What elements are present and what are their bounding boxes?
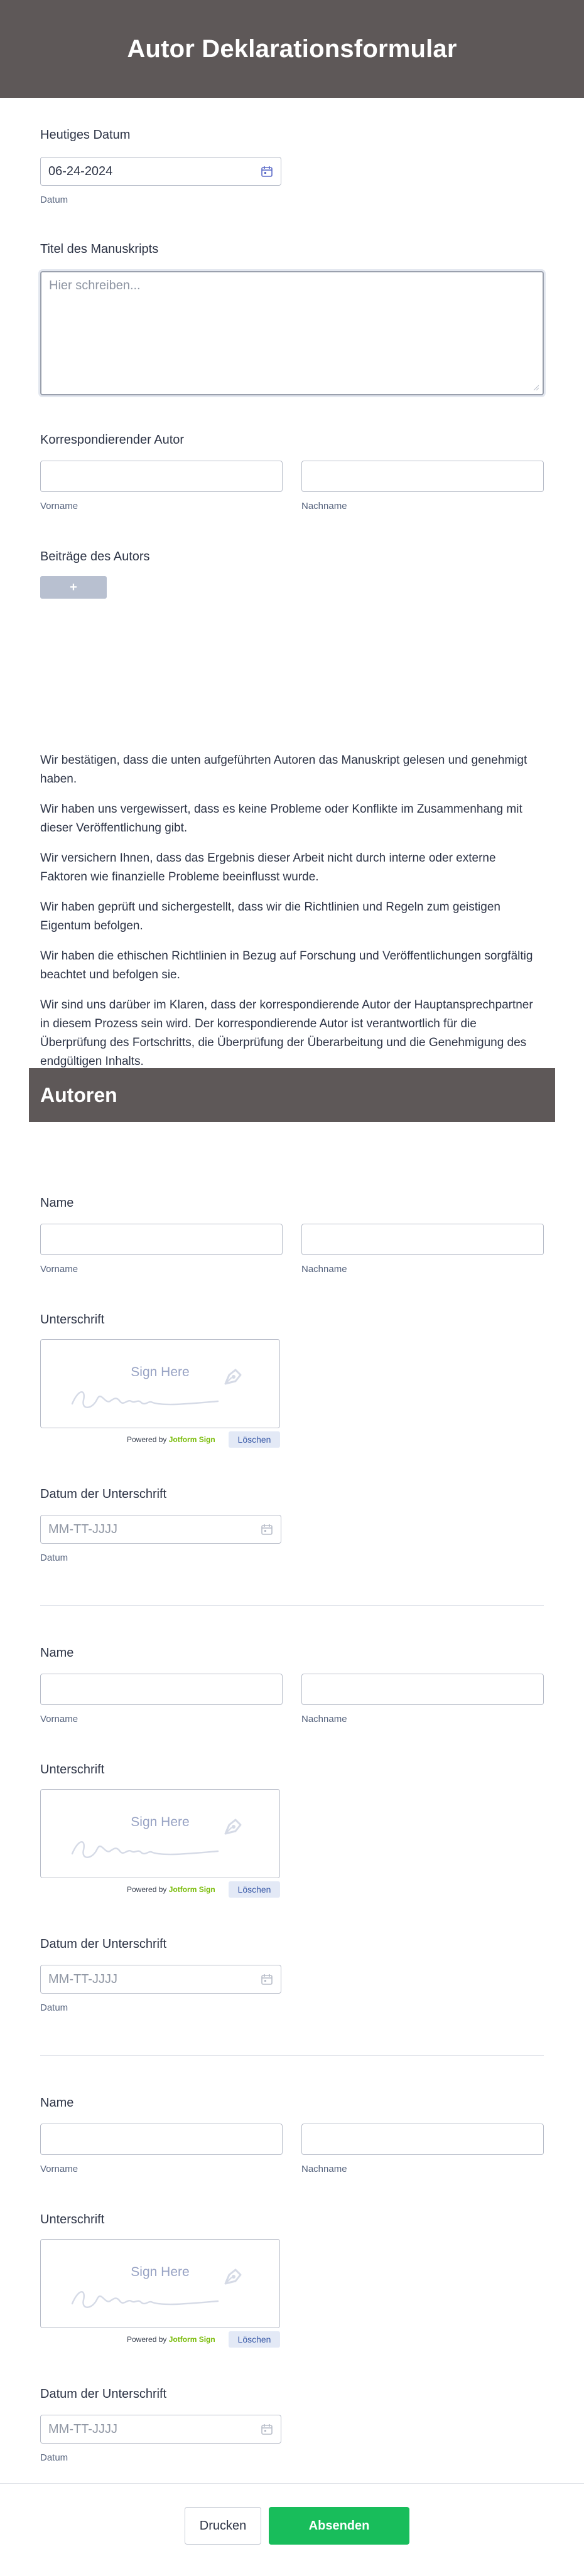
pen-nib-icon — [220, 2263, 246, 2289]
signature-date-label: Datum der Unterschrift — [40, 1487, 167, 1501]
corresponding-author-label: Korrespondierender Autor — [40, 433, 185, 447]
statement-4: Wir haben geprüft und sichergestellt, dass wir die Richtlinien und Regeln zum geistigen Eigentum befolgen. — [40, 901, 500, 933]
footer-divider — [0, 2483, 584, 2484]
powered-by-brand: Jotform Sign — [168, 2335, 215, 2344]
authors-section-header — [29, 1068, 555, 1122]
manuscript-title-textarea[interactable] — [40, 271, 544, 395]
manuscript-title-placeholder: Hier schreiben... — [49, 279, 141, 292]
signature-label: Unterschrift — [40, 1763, 105, 1777]
powered-by-text — [127, 2335, 215, 2344]
powered-by-text — [127, 1885, 215, 1894]
clear-signature-button[interactable]: Löschen — [229, 1881, 280, 1898]
corresponding-last-name-input[interactable] — [301, 461, 544, 492]
form-title: Autor Deklarationsformular — [127, 35, 457, 63]
calendar-icon[interactable] — [261, 1523, 273, 1536]
author-last-name-input[interactable] — [301, 1224, 544, 1255]
signature-date-placeholder: MM-TT-JJJJ — [48, 1972, 117, 1986]
author-divider — [40, 2055, 544, 2056]
author-last-name-input[interactable] — [301, 2124, 544, 2155]
signature-label: Unterschrift — [40, 2213, 105, 2226]
signature-date-input[interactable] — [40, 2415, 281, 2444]
manuscript-title-label: Titel des Manuskripts — [40, 242, 159, 256]
sign-here-text: Sign Here — [131, 2265, 190, 2279]
author-first-name-sublabel: Vorname — [40, 1264, 78, 1275]
powered-by-text — [127, 1435, 215, 1444]
signature-scribble-icon — [70, 2285, 220, 2312]
author-last-name-input[interactable] — [301, 1674, 544, 1705]
author-last-name-sublabel: Nachname — [301, 1264, 347, 1275]
resize-handle-icon[interactable] — [533, 384, 539, 390]
author-name-label: Name — [40, 1196, 74, 1210]
signature-date-label: Datum der Unterschrift — [40, 2387, 167, 2401]
signature-pad[interactable] — [40, 1789, 280, 1878]
statement-6: Wir sind uns darüber im Klaren, dass der korrespondierende Autor der Hauptansprechpartner in diesem Prozess sein wird. Der korrespondierende Autor ist verantwortlich für die Überprüfung des Fortschritts, die Überprüfung der Überarbeitung und die Genehmigung des endgültigen Inhalts. — [40, 998, 533, 1068]
author-name-label: Name — [40, 2096, 74, 2110]
powered-by-brand: Jotform Sign — [168, 1435, 215, 1444]
date-input[interactable] — [40, 157, 281, 186]
date-sublabel: Datum — [40, 195, 68, 205]
corresponding-last-name-sublabel: Nachname — [301, 501, 347, 511]
corresponding-first-name-sublabel: Vorname — [40, 501, 78, 511]
signature-label: Unterschrift — [40, 1313, 105, 1327]
calendar-icon[interactable] — [261, 2423, 273, 2435]
signature-scribble-icon — [70, 1385, 220, 1413]
author-first-name-sublabel: Vorname — [40, 1714, 78, 1724]
author-first-name-input[interactable] — [40, 1224, 283, 1255]
print-button[interactable]: Drucken — [185, 2507, 261, 2545]
signature-pad[interactable] — [40, 1339, 280, 1428]
corresponding-first-name-input[interactable] — [40, 461, 283, 492]
sign-here-text: Sign Here — [131, 1365, 190, 1379]
pen-nib-icon — [220, 1814, 246, 1839]
signature-date-label: Datum der Unterschrift — [40, 1937, 167, 1951]
statement-2: Wir haben uns vergewissert, dass es keine Probleme oder Konflikte im Zusammenhang mit dieser Veröffentlichung gibt. — [40, 803, 522, 835]
signature-date-sublabel: Datum — [40, 2002, 68, 2013]
author-first-name-sublabel: Vorname — [40, 2164, 78, 2174]
statement-3: Wir versichern Ihnen, dass das Ergebnis dieser Arbeit nicht durch interne oder externe Faktoren wie finanzielle Probleme beeinflusst wurde. — [40, 852, 496, 884]
form-header — [0, 0, 584, 98]
contributions-label: Beiträge des Autors — [40, 550, 150, 564]
authors-section-title: Autoren — [40, 1083, 117, 1106]
submit-button[interactable]: Absenden — [269, 2507, 409, 2545]
clear-signature-button[interactable]: Löschen — [229, 2331, 280, 2348]
signature-date-input[interactable] — [40, 1965, 281, 1994]
powered-by-brand: Jotform Sign — [168, 1885, 215, 1894]
author-last-name-sublabel: Nachname — [301, 2164, 347, 2174]
signature-date-placeholder: MM-TT-JJJJ — [48, 1522, 117, 1536]
powered-by-prefix: Powered by — [127, 1885, 167, 1894]
signature-date-sublabel: Datum — [40, 2452, 68, 2463]
date-label: Heutiges Datum — [40, 128, 131, 142]
powered-by-prefix: Powered by — [127, 1435, 167, 1444]
signature-pad[interactable] — [40, 2239, 280, 2328]
signature-date-input[interactable] — [40, 1515, 281, 1544]
author-first-name-input[interactable] — [40, 2124, 283, 2155]
signature-date-placeholder: MM-TT-JJJJ — [48, 2422, 117, 2436]
statement-1: Wir bestätigen, dass die unten aufgeführten Autoren das Manuskript gelesen und genehmigt haben. — [40, 754, 527, 786]
add-contribution-button[interactable]: + — [40, 576, 107, 599]
date-value: 06-24-2024 — [48, 164, 113, 178]
signature-date-sublabel: Datum — [40, 1553, 68, 1563]
pen-nib-icon — [220, 1364, 246, 1389]
author-last-name-sublabel: Nachname — [301, 1714, 347, 1724]
signature-scribble-icon — [70, 1835, 220, 1863]
author-divider — [40, 1605, 544, 1606]
statement-5: Wir haben die ethischen Richtlinien in Bezug auf Forschung und Veröffentlichungen sorgfältig beachtet und befolgen sie. — [40, 949, 533, 981]
author-name-label: Name — [40, 1646, 74, 1660]
calendar-icon[interactable] — [261, 165, 273, 178]
clear-signature-button[interactable]: Löschen — [229, 1431, 280, 1448]
calendar-icon[interactable] — [261, 1973, 273, 1985]
author-first-name-input[interactable] — [40, 1674, 283, 1705]
powered-by-prefix: Powered by — [127, 2335, 167, 2344]
sign-here-text: Sign Here — [131, 1815, 190, 1829]
